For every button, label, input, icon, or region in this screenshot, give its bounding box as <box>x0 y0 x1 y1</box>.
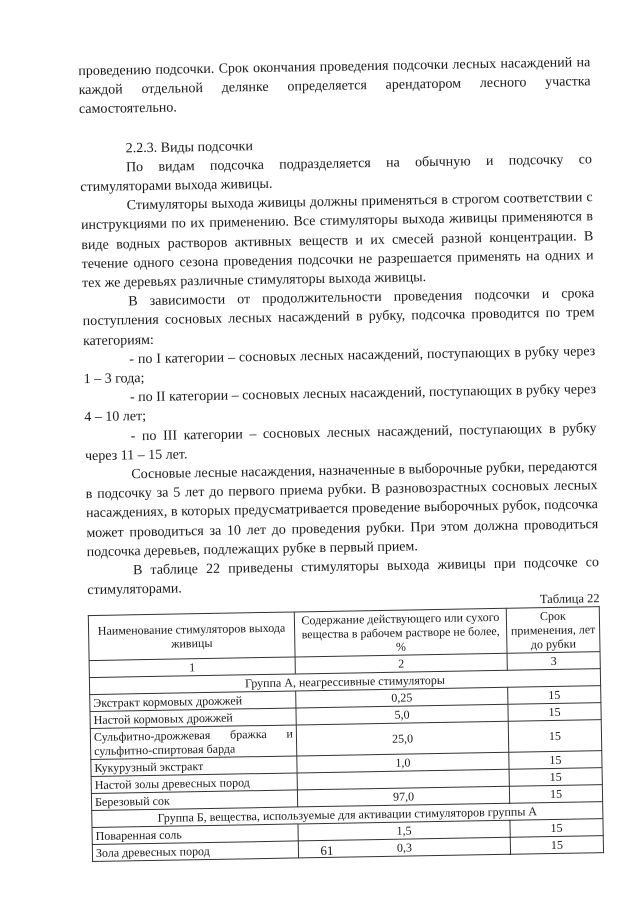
paragraph: Стимуляторы выхода живицы должны применяться в строгом соответствии с инструкциями по их применению. Все стимуляторы выхода живицы применяются в виде водных растворов активных веществ и их смесей разной концентрации. В течение одного сезона проведения подсочки не разрешается применять на одних и тех же деревьях различные стимуляторы выхода живицы. <box>80 190 594 292</box>
list-item: - по I категории – сосновых лесных насаждений, поступающих в рубку через 1 – 3 года; <box>83 344 596 388</box>
paragraph: В зависимости от продолжительности проведения подсочки и срока поступления сосновых лесных насаждений в рубку, подсочка проводится по трем категориям: <box>82 286 595 349</box>
table-cell: 0,3 <box>298 838 510 859</box>
table-cell: Березовый сок <box>91 790 297 811</box>
table-cell: 5,0 <box>296 705 508 726</box>
table-cell: 15 <box>509 785 602 804</box>
table-header-cell: Срок применения, лет до рубки <box>506 607 600 654</box>
stimulators-table <box>88 607 604 863</box>
table-cell: 2 <box>295 654 507 675</box>
table-cell: 1,5 <box>298 821 510 842</box>
table-cell: 15 <box>509 768 602 787</box>
table-cell: 15 <box>510 819 603 838</box>
table-group-label: Группа А, неагрессивные стимуляторы <box>89 669 600 695</box>
table-cell: Сульфитно-дрожжевая бражка и сульфитно-спиртовая барда <box>90 725 297 760</box>
list-item: - по III категории – сосновых лесных насаждений, поступающих в рубку через 11 – 15 лет. <box>84 420 597 464</box>
table-cell: Поваренная соль <box>92 824 298 845</box>
page-number: 61 <box>320 842 334 859</box>
table-cell: 3 <box>507 652 600 671</box>
table-cell: Экстракт кормовых дрожжей <box>90 691 296 712</box>
table-header-cell: Наименование стимуляторов выхода живицы <box>88 612 295 661</box>
table-caption: Таблица 22 <box>539 591 600 607</box>
table-cell: Настой кормовых дрожжей <box>90 708 296 729</box>
paragraph: По видам подсочка подразделяется на обычную и подсочку со стимуляторами выхода живицы. <box>80 152 593 196</box>
body-text <box>78 53 604 862</box>
table-cell: 0,25 <box>296 688 508 709</box>
list-item: - по II категории – сосновых лесных насаждений, поступающих в рубку через 4 – 10 лет; <box>84 382 597 426</box>
table-cell: 15 <box>509 751 602 770</box>
paragraph: В таблице 22 приведены стимуляторы выхода живицы при подсочке со стимуляторами. <box>87 555 600 599</box>
table-cell: 15 <box>508 703 601 722</box>
table-cell: Кукурузный экстракт <box>91 756 297 777</box>
table-cell: 15 <box>510 836 603 855</box>
table-header-cell: Содержание действующего или сухого вещества в рабочем растворе не более, % <box>294 609 507 658</box>
table-cell: 25,0 <box>296 722 509 757</box>
table-cell: 1,0 <box>297 753 509 774</box>
table-cell: 97,0 <box>297 787 509 808</box>
table-cell: 15 <box>508 686 601 705</box>
table-cell: Настой золы древесных пород <box>91 773 297 794</box>
paragraph: проведению подсочки. Срок окончания проведения подсочки лесных насаждений на каждой отдельной делянке определяется арендатором лесного участка самостоятельно. <box>78 55 591 118</box>
section-heading: 2.2.3. Виды подсочки <box>125 138 254 156</box>
table-group-label: Группа Б, вещества, используемые для активации стимуляторов группы А <box>92 802 603 828</box>
table-cell: Зола древесных пород <box>92 841 298 862</box>
table-cell: 15 <box>508 720 602 753</box>
paragraph: Сосновые лесные насаждения, назначенные в выборочные рубки, передаются в подсочку за 5 лет до первого приема рубки. В разновозрастных сосновых лесных насаждениях, в которых предусматривается проведение выборочных рубок, подсочка может проводиться за 10 лет до проведения рубки. При этом должна проводиться подсочка деревьев, подлежащих рубке в первый прием. <box>85 459 599 560</box>
table-cell: 1 <box>89 657 295 678</box>
